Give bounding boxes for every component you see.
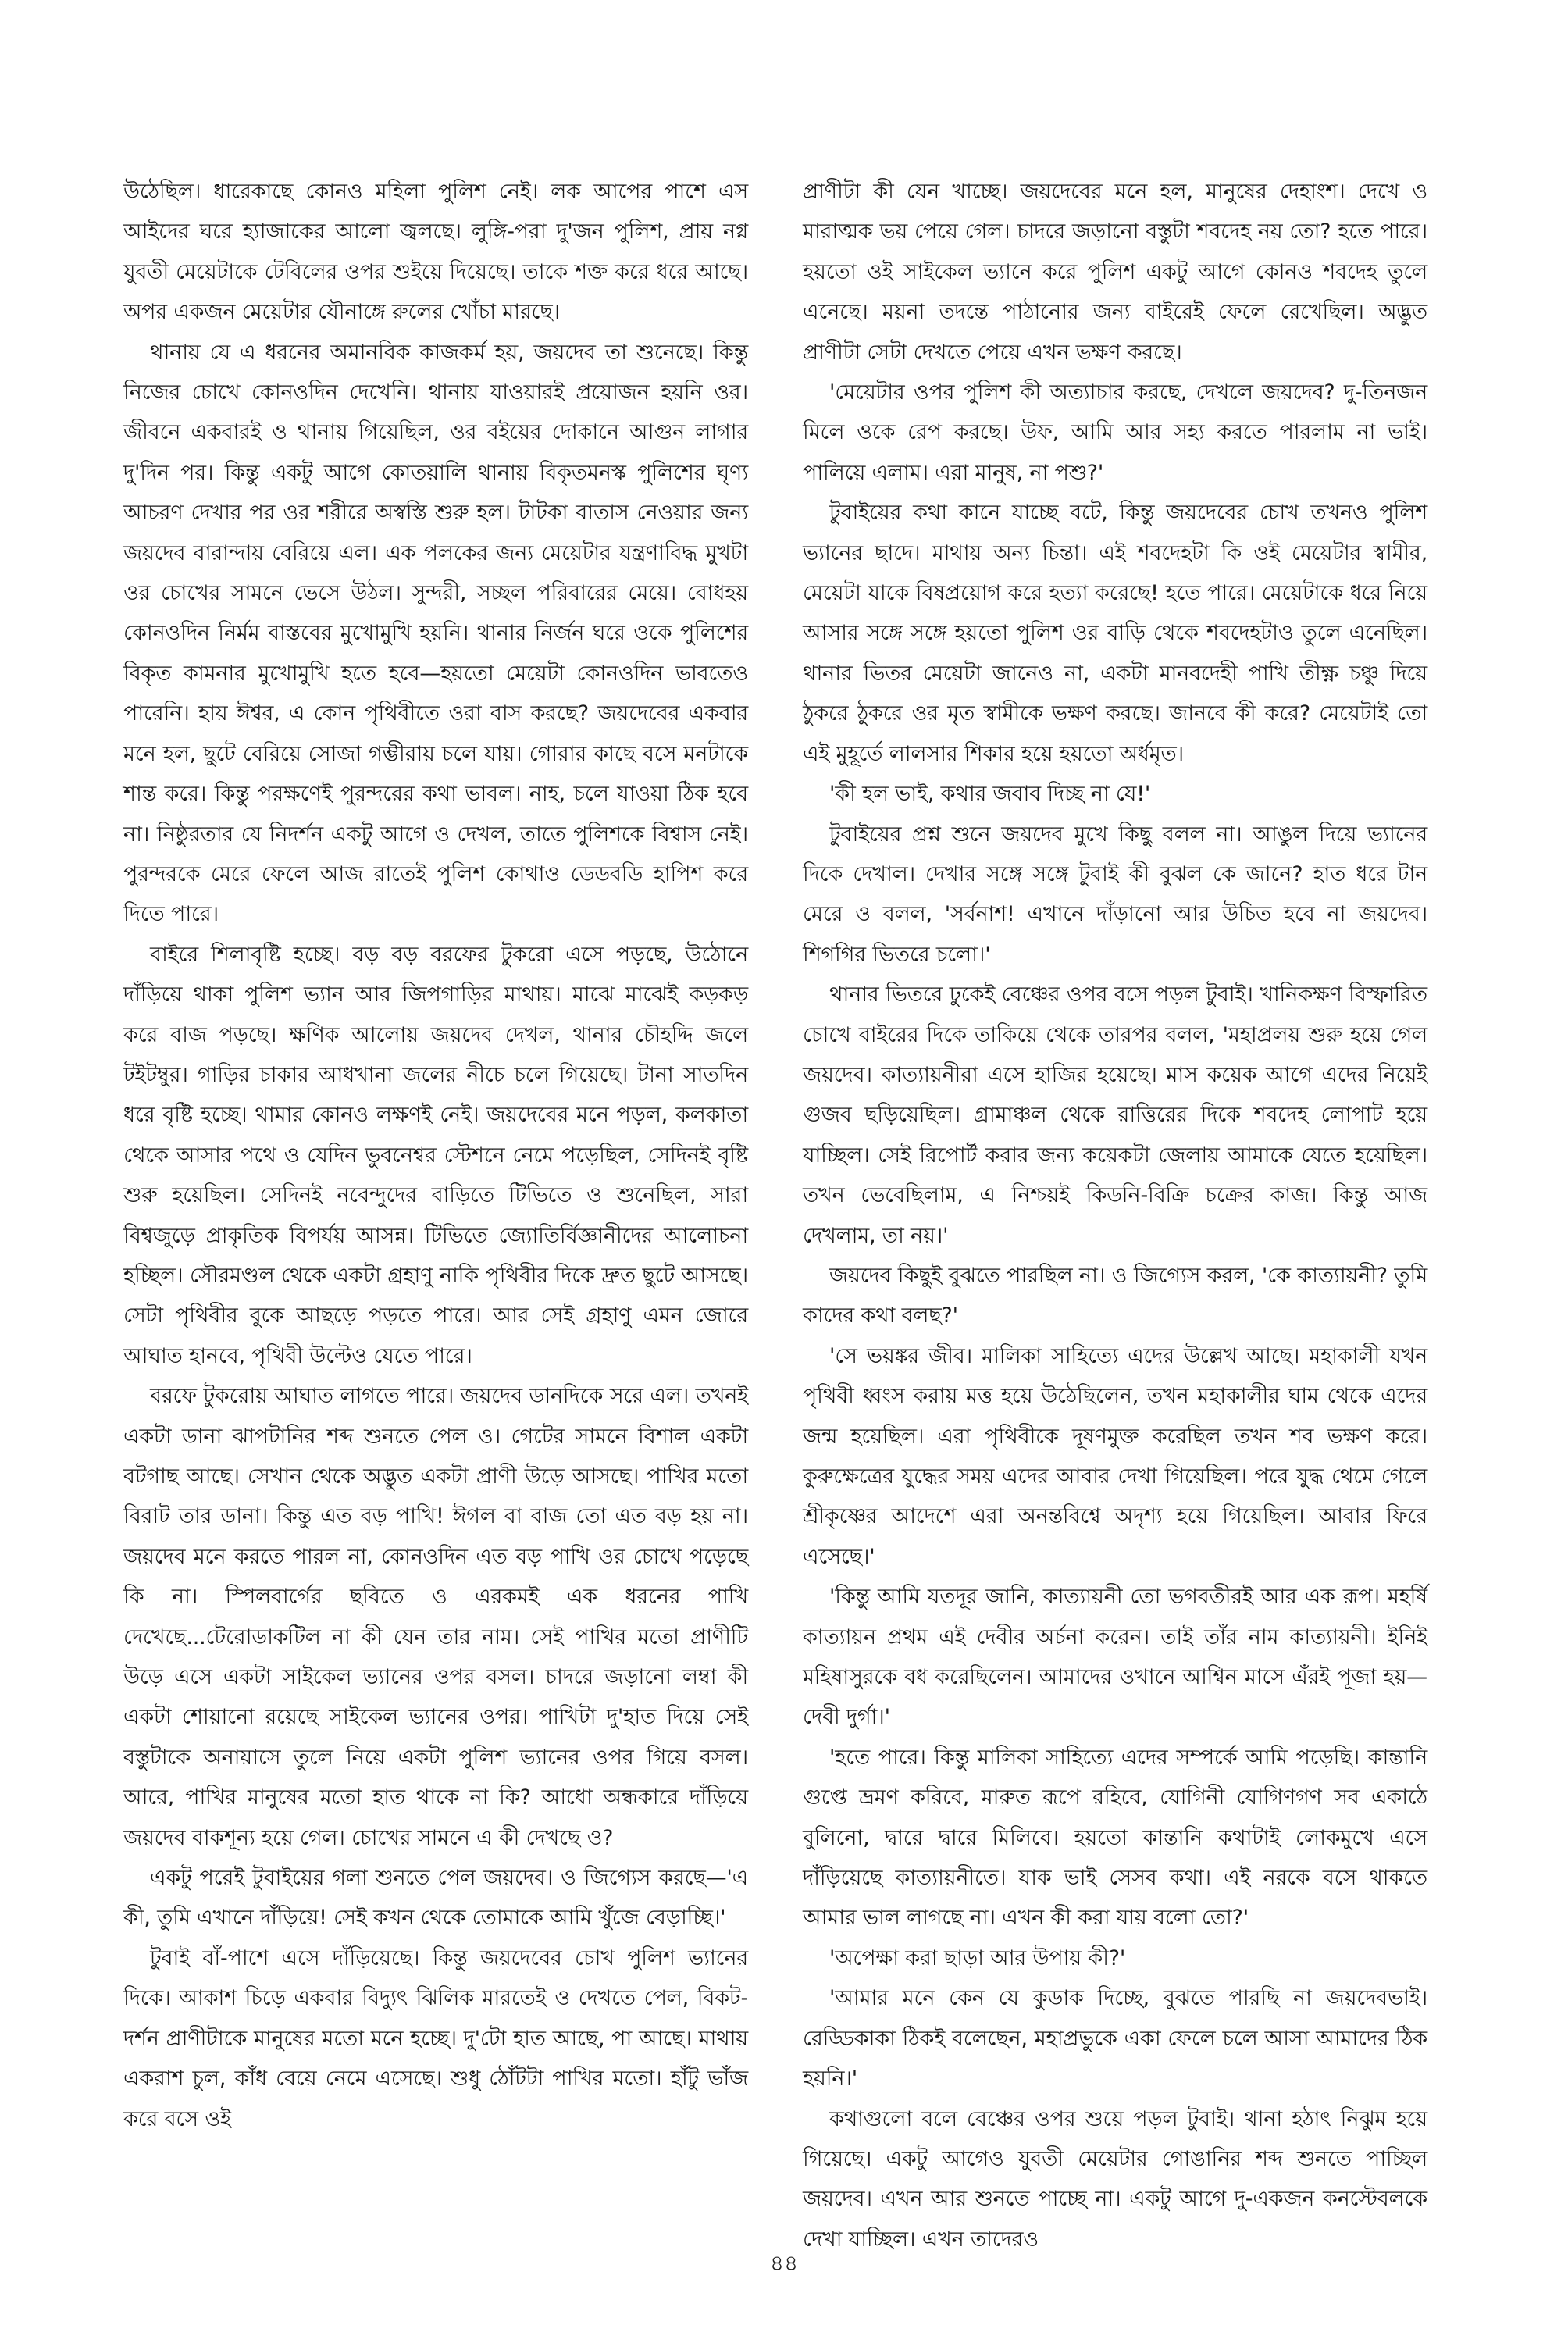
paragraph: থানার ভিতরে ঢুকেই বেঞ্চের ওপর বসে পড়ল টুবাই। খানিকক্ষণ বিস্ফারিত চোখে বাইরের দিকে তাকিয়ে থেকে তারপর বলল, 'মহাপ্রলয় শুরু হয়ে গেল জয়দেব। কাত্যায়নীরা এসে হাজির হয়েছে। মাস কয়েক আগে এদের নিয়েই গুজব ছড়িয়েছিল। গ্রামাঞ্চল থেকে রাত্তিরের দিকে শবদেহ লোপাট হয়ে যাচ্ছিল। সেই রিপোর্ট করার জন্য কয়েকটা জেলায় আমাকে যেতে হয়েছিল। তখন ভেবেছিলাম, এ নিশ্চয়ই কিডনি-বিক্রি চক্রের কাজ। কিন্তু আজ দেখলাম, তা নয়।' xyxy=(803,982,1428,1248)
paragraph: জয়দেব কিছুই বুঝতে পারছিল না। ও জিগ্যেস করল, 'কে কাত্যায়নী? তুমি কাদের কথা বলছ?' xyxy=(803,1263,1427,1328)
paragraph: টুবাইয়ের কথা কানে যাচ্ছে বটে, কিন্তু জয়দেবের চোখ তখনও পুলিশ ভ্যানের ছাদে। মাথায় অন্য চিন্তা। এই শবদেহটা কি ওই মেয়েটার স্বামীর, মেয়েটা যাকে বিষপ্রয়োগ করে হত্যা করেছে! হতে পারে। মেয়েটাকে ধরে নিয়ে আসার সঙ্গে সঙ্গে হয়তো পুলিশ ওর বাড়ি থেকে শবদেহটাও তুলে এনেছিল। থানার ভিতর মেয়েটা জানেও না, একটা মানবদেহী পাখি তীক্ষ্ণ চঞ্চু দিয়ে ঠুকরে ঠুকরে ওর মৃত স্বামীকে ভক্ষণ করছে। জানবে কী করে? মেয়েটাই তো এই মুহূর্তে লালসার শিকার হয়ে হয়তো অর্ধমৃত। xyxy=(803,501,1427,766)
paragraph: প্রাণীটা কী যেন খাচ্ছে। জয়দেবের মনে হল, মানুষের দেহাংশ। দেখে ও মারাত্মক ভয় পেয়ে গেল। চাদরে জড়ানো বস্তুটা শবদেহ নয় তো? হতে পারে। হয়তো ওই সাইকেল ভ্যানে করে পুলিশ একটু আগে কোনও শবদেহ তুলে এনেছে। ময়না তদন্তে পাঠানোর জন্য বাইরেই ফেলে রেখেছিল। অদ্ভুত প্রাণীটা সেটা দেখতে পেয়ে এখন ভক্ষণ করছে। xyxy=(803,180,1427,365)
paragraph: উঠেছিল। ধারেকাছে কোনও মহিলা পুলিশ নেই। লক আপের পাশে এস আইদের ঘরে হ্যাজাকের আলো জ্বলছে। লুঙ্গি-পরা দু'জন পুলিশ, প্রায় নগ্ন যুবতী মেয়েটাকে টেবিলের ওপর শুইয়ে দিয়েছে। তাকে শক্ত করে ধরে আছে। অপর একজন মেয়েটার যৌনাঙ্গে রুলের খোঁচা মারছে। xyxy=(123,180,748,325)
text-column-left xyxy=(123,172,748,2187)
paragraph: টুবাই বাঁ-পাশে এসে দাঁড়িয়েছে। কিন্তু জয়দেবের চোখ পুলিশ ভ্যানের দিকে। আকাশ চিড়ে একবার বিদ্যুৎ ঝিলিক মারতেই ও দেখতে পেল, বিকট-দর্শন প্রাণীটাকে মানুষের মতো মনে হচ্ছে। দু'টো হাত আছে, পা আছে। মাথায় একরাশ চুল, কাঁধ বেয়ে নেমে এসেছে। শুধু ঠোঁটটা পাখির মতো। হাঁটু ভাঁজ করে বসে ওই xyxy=(123,1945,748,2131)
paragraph: 'অপেক্ষা করা ছাড়া আর উপায় কী?' xyxy=(829,1945,1126,1970)
paragraph: 'হতে পারে। কিন্তু মালিকা সাহিত্যে এদের সম্পর্কে আমি পড়েছি। কান্তানি গুপ্তে ভ্রমণ করিবে, মারুত রূপে রহিবে, যোগিনী যোগিণগণ সব একাঠে বুলিনো, দ্বারে দ্বারে মিলিবে। হয়তো কান্তানি কথাটাই লোকমুখে এসে দাঁড়িয়েছে কাত্যায়নীতে। যাক ভাই সেসব কথা। এই নরকে বসে থাকতে আমার ভাল লাগছে না। এখন কী করা যায় বলো তো?' xyxy=(803,1745,1427,1931)
paragraph: থানায় যে এ ধরনের অমানবিক কাজকর্ম হয়, জয়দেব তা শুনেছে। কিন্তু নিজের চোখে কোনওদিন দেখেনি। থানায় যাওয়ারই প্রয়োজন হয়নি ওর। জীবনে একবারই ও থানায় গিয়েছিল, ওর বইয়ের দোকানে আগুন লাগার দু'দিন পর। কিন্তু একটু আগে কোতয়ালি থানায় বিকৃতমনস্ক পুলিশের ঘৃণ্য আচরণ দেখার পর ওর শরীরে অস্বস্তি শুরু হল। টাটকা বাতাস নেওয়ার জন্য জয়দেব বারান্দায় বেরিয়ে এল। এক পলকের জন্য মেয়েটার যন্ত্রণাবিদ্ধ মুখটা ওর চোখের সামনে ভেসে উঠল। সুন্দরী, সচ্ছল পরিবারের মেয়ে। বোধহয় কোনওদিন নির্মম বাস্তবের মুখোমুখি হয়নি। থানার নির্জন ঘরে ওকে পুলিশের বিকৃত কামনার মুখোমুখি হতে হবে—হয়তো মেয়েটা কোনওদিন ভাবতেও পারেনি। হায় ঈশ্বর, এ কোন পৃথিবীতে ওরা বাস করছে? জয়দেবের একবার মনে হল, ছুটে বেরিয়ে সোজা গম্ভীরায় চলে যায়। গোরার কাছে বসে মনটাকে শান্ত করে। কিন্তু পরক্ষণেই পুরন্দরের কথা ভাবল। নাহ, চলে যাওয়া ঠিক হবে না। নিষ্ঠুরতার যে নিদর্শন একটু আগে ও দেখল, তাতে পুলিশকে বিশ্বাস নেই। পুরন্দরকে মেরে ফেলে আজ রাতেই পুলিশ কোথাও ডেডবডি হাপিশ করে দিতে পারে। xyxy=(123,340,748,927)
paragraph: 'কী হল ভাই, কথার জবাব দিচ্ছ না যে!' xyxy=(829,782,1151,807)
paragraph: বাইরে শিলাবৃষ্টি হচ্ছে। বড় বড় বরফের টুকরো এসে পড়ছে, উঠোনে দাঁড়িয়ে থাকা পুলিশ ভ্যান আর জিপগাড়ির মাথায়। মাঝে মাঝেই কড়কড় করে বাজ পড়ছে। ক্ষণিক আলোয় জয়দেব দেখল, থানার চৌহদ্দি জলে টইটম্বুর। গাড়ির চাকার আধখানা জলের নীচে চলে গিয়েছে। টানা সাতদিন ধরে বৃষ্টি হচ্ছে। থামার কোনও লক্ষণই নেই। জয়দেবের মনে পড়ল, কলকাতা থেকে আসার পথে ও যেদিন ভুবনেশ্বর স্টেশনে নেমে পড়েছিল, সেদিনই বৃষ্টি শুরু হয়েছিল। সেদিনই নবেন্দুদের বাড়িতে টিভিতে ও শুনেছিল, সারা বিশ্বজুড়ে প্রাকৃতিক বিপর্যয় আসন্ন। টিভিতে জ্যোতির্বিজ্ঞানীদের আলোচনা হচ্ছিল। সৌরমণ্ডল থেকে একটা গ্রহাণু নাকি পৃথিবীর দিকে দ্রুত ছুটে আসছে। সেটা পৃথিবীর বুকে আছড়ে পড়তে পারে। আর সেই গ্রহাণু এমন জোরে আঘাত হানবে, পৃথিবী উল্টেও যেতে পারে। xyxy=(123,942,748,1368)
paragraph: 'সে ভয়ঙ্কর জীব। মালিকা সাহিত্যে এদের উল্লেখ আছে। মহাকালী যখন পৃথিবী ধ্বংস করায় মত্ত হয়ে উঠেছিলেন, তখন মহাকালীর ঘাম থেকে এদের জন্ম হয়েছিল। এরা পৃথিবীকে দূষণমুক্ত করেছিল তখন শব ভক্ষণ করে। কুরুক্ষেত্রের যুদ্ধের সময় এদের আবার দেখা গিয়েছিল। পরে যুদ্ধ থেমে গেলে শ্রীকৃষ্ণের আদেশে এরা অনন্তবিশ্বে অদৃশ্য হয়ে গিয়েছিল। আবার ফিরে এসেছে।' xyxy=(803,1343,1427,1569)
paragraph: বরফে টুকরোয় আঘাত লাগতে পারে। জয়দেব ডানদিকে সরে এল। তখনই একটা ডানা ঝাপটানির শব্দ শুনতে পেল ও। গেটের সামনে বিশাল একটা বটগাছ আছে। সেখান থেকে অদ্ভুত একটা প্রাণী উড়ে আসছে। পাখির মতো বিরাট তার ডানা। কিন্তু এত বড় পাখি! ঈগল বা বাজ তো এত বড় হয় না। জয়দেব মনে করতে পারল না, কোনওদিন এত বড় পাখি ওর চোখে পড়েছে কি না। স্পিলবার্গের ছবিতে ও এরকমই এক ধরনের পাখি দেখেছে...টেরোডাকটিল না কী যেন তার নাম। সেই পাখির মতো প্রাণীটি উড়ে এসে একটা সাইকেল ভ্যানের ওপর বসল। চাদরে জড়ানো লম্বা কী একটা শোয়ানো রয়েছে সাইকেল ভ্যানের ওপর। পাখিটা দু'হাত দিয়ে সেই বস্তুটাকে অনায়াসে তুলে নিয়ে একটা পুলিশ ভ্যানের ওপর গিয়ে বসল। আরে, পাখির মানুষের মতো হাত থাকে না কি? আধো অন্ধকারে দাঁড়িয়ে জয়দেব বাকশূন্য হয়ে গেল। চোখের সামনে এ কী দেখছে ও? xyxy=(123,1384,748,1850)
paragraph: একটু পরেই টুবাইয়ের গলা শুনতে পেল জয়দেব। ও জিগ্যেস করছে—'এ কী, তুমি এখানে দাঁড়িয়ে! সেই কখন থেকে তোমাকে আমি খুঁজে বেড়াচ্ছি।' xyxy=(123,1866,748,1931)
page-number: ৪৪ xyxy=(769,2250,799,2276)
paragraph: 'কিন্তু আমি যতদূর জানি, কাত্যায়নী তো ভগবতীরই আর এক রূপ। মহর্ষি কাত্যায়ন প্রথম এই দেবীর অর্চনা করেন। তাই তাঁর নাম কাত্যায়নী। ইনিই মহিষাসুরকে বধ করেছিলেন। আমাদের ওখানে আশ্বিন মাসে এঁরই পূজা হয়—দেবী দুর্গা।' xyxy=(803,1585,1427,1730)
text-column-right xyxy=(803,172,1428,2252)
paragraph: কথাগুলো বলে বেঞ্চের ওপর শুয়ে পড়ল টুবাই। থানা হঠাৎ নিঝুম হয়ে গিয়েছে। একটু আগেও যুবতী মেয়েটার গোঙানির শব্দ শুনতে পাচ্ছিল জয়দেব। এখন আর শুনতে পাচ্ছে না। একটু আগে দু-একজন কনস্টেবলকে দেখা যাচ্ছিল। এখন তাদেরও xyxy=(803,2106,1427,2252)
paragraph: 'মেয়েটার ওপর পুলিশ কী অত্যাচার করছে, দেখলে জয়দেব? দু-তিনজন মিলে ওকে রেপ করছে। উফ, আমি আর সহ্য করতে পারলাম না ভাই। পালিয়ে এলাম। এরা মানুষ, না পশু?' xyxy=(803,380,1427,485)
paragraph: টুবাইয়ের প্রশ্ন শুনে জয়দেব মুখে কিছু বলল না। আঙুল দিয়ে ভ্যানের দিকে দেখাল। দেখার সঙ্গে সঙ্গে টুবাই কী বুঝল কে জানে? হাত ধরে টান মেরে ও বলল, 'সর্বনাশ! এখানে দাঁড়ানো আর উচিত হবে না জয়দেব। শিগগির ভিতরে চলো।' xyxy=(803,822,1427,967)
paragraph: 'আমার মনে কেন যে কুডাক দিচ্ছে, বুঝতে পারছি না জয়দেবভাই। রেড্ডিকাকা ঠিকই বলেছেন, মহাপ্রভুকে একা ফেলে চলে আসা আমাদের ঠিক হয়নি।' xyxy=(803,1986,1427,2091)
